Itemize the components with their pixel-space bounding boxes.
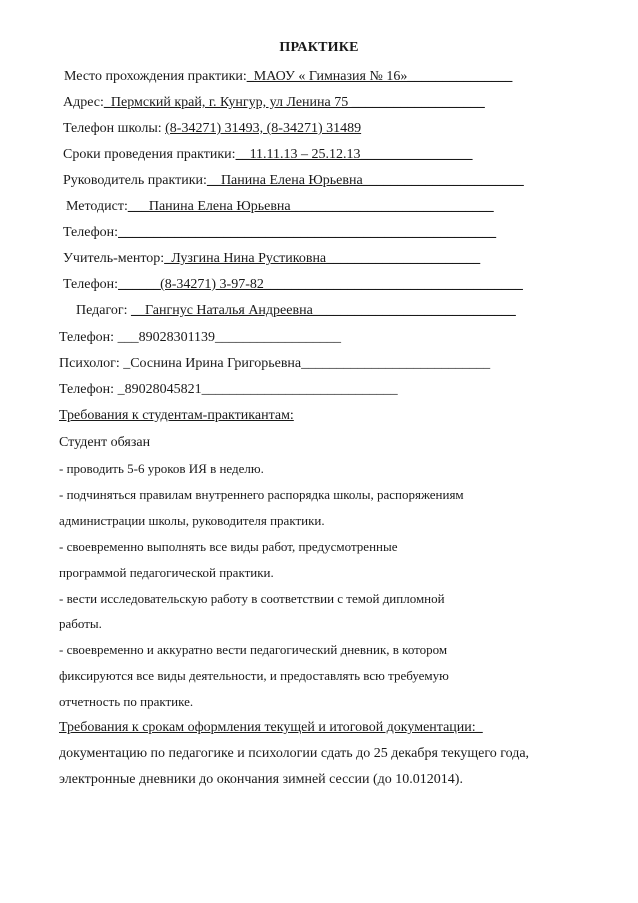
school-phone-value: (8-34271) 31493, (8-34271) 31489 (165, 121, 362, 136)
psychologist-phone-label: Телефон: (59, 382, 118, 397)
school-phone-line (63, 120, 361, 138)
psychologist-phone-value: _89028045821____________________________ (117, 382, 398, 397)
mentor-line (63, 250, 480, 268)
psychologist-phone-line (59, 381, 398, 399)
deadline-item: документацию по педагогике и психологии сдать до 25 декабря текущего года, (59, 746, 530, 761)
methodist-label: Методист: (66, 199, 128, 214)
deadline-item: электронные дневники до окончания зимней сессии (до 10.012014). (59, 772, 463, 787)
mentor-phone-value: ______(8-34271) 3-97-82_____________________________________ (118, 277, 523, 292)
supervisor-value: __Панина Елена Юрьевна_______________________ (206, 173, 524, 188)
methodist-value: ___Панина Елена Юрьевна_____________________________ (127, 199, 494, 214)
mentor-phone-label: Телефон: (63, 277, 119, 292)
address-value: _Пермский край, г. Кунгур, ул Ленина 75 ___________________ (103, 95, 485, 110)
teacher-phone-line (59, 329, 341, 347)
teacher-label: Педагог: (76, 303, 132, 318)
requirement-item: отчетность по практике. (59, 694, 194, 709)
student-obliged-text: Студент обязан (59, 435, 151, 450)
supervisor-line (63, 172, 524, 190)
practice-place-value: _МАОУ « Гимназия № 16»_______________ (246, 69, 513, 84)
teacher-line (76, 302, 516, 320)
methodist-line (66, 198, 494, 216)
requirement-item: - проводить 5-6 уроков ИЯ в неделю. (59, 461, 264, 476)
methodist-phone-value: ______________________________________________________ (118, 225, 497, 240)
methodist-phone-label: Телефон: (63, 225, 119, 240)
mentor-phone-line (63, 276, 523, 294)
psychologist-label: Психолог: (59, 356, 124, 371)
methodist-phone-line (63, 224, 496, 242)
deadlines-heading: Требования к срокам оформления текущей и итоговой документации:_ (59, 720, 483, 735)
requirement-item: - вести исследовательскую работу в соответствии с темой дипломной (59, 591, 445, 606)
teacher-phone-label: Телефон: (59, 330, 118, 345)
page-title: ПРАКТИКЕ (279, 40, 359, 55)
requirement-item: - своевременно выполнять все виды работ, предусмотренные (59, 539, 398, 554)
practice-dates-line (63, 146, 473, 164)
school-phone-label: Телефон школы: (63, 121, 166, 136)
psychologist-line (59, 355, 490, 373)
practice-place-label: Место прохождения практики: (64, 69, 247, 84)
mentor-label: Учитель-ментор: (63, 251, 165, 266)
requirement-item: - своевременно и аккуратно вести педагогический дневник, в котором (59, 642, 448, 657)
requirement-item: фиксируются все виды деятельности, и предоставлять всю требуемую (59, 668, 449, 683)
student-requirements-heading: Требования к студентам-практикантам: (59, 408, 294, 423)
teacher-value: __Гангнус Наталья Андреевна_____________________________ (131, 303, 516, 318)
requirement-item: администрации школы, руководителя практики. (59, 513, 325, 528)
requirement-item: - подчиняться правилам внутреннего распорядка школы, распоряжениям (59, 487, 464, 502)
practice-dates-value: __11.11.13 – 25.12.13________________ (235, 147, 473, 162)
requirement-item: программой педагогической практики. (59, 565, 274, 580)
psychologist-value: _Соснина Ирина Григорьевна___________________________ (123, 356, 491, 371)
address-label: Адрес: (63, 95, 104, 110)
teacher-phone-value: ___89028301139__________________ (117, 330, 342, 345)
supervisor-label: Руководитель практики: (63, 173, 207, 188)
requirement-item: работы. (59, 616, 102, 631)
practice-dates-label: Сроки проведения практики: (63, 147, 236, 162)
mentor-value: _Лузгина Нина Рустиковна______________________ (164, 251, 481, 266)
address-line (63, 94, 485, 112)
practice-place-line (64, 68, 512, 86)
